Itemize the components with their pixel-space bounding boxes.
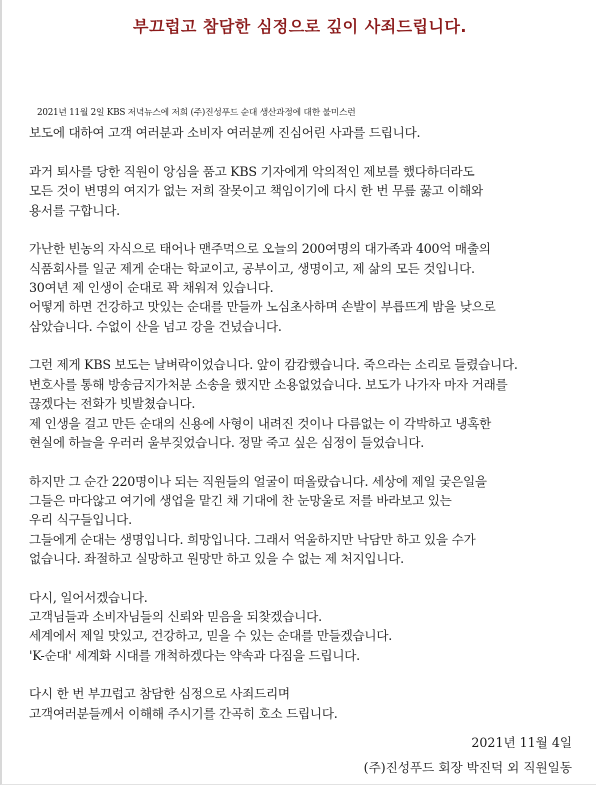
paragraph-line: 하지만 그 순간 220명이나 되는 직원들의 얼굴이 떠올랐습니다. 세상에 제일 궂은일을	[29, 473, 487, 489]
paragraph-line: 변호사를 통해 방송금지가처분 소송을 했지만 소용없었습니다. 보도가 나가자 마자 거래를	[29, 376, 508, 392]
paragraph-line: 세계에서 제일 맛있고, 건강하고, 믿을 수 있는 순대를 만들겠습니다.	[29, 628, 393, 644]
paragraph-line: 과거 퇴사를 당한 직원이 앙심을 품고 KBS 기자에게 악의적인 제보를 했다하더라도	[29, 164, 475, 180]
paragraph-line: 고객님들과 소비자님들의 신뢰와 믿음을 되찾겠습니다.	[29, 608, 322, 624]
letter-signature: (주)진성푸드 회장 박진덕 외 직원일동	[363, 760, 572, 775]
paragraph-kbs-report	[29, 355, 589, 452]
paragraph-line: 끊겠다는 전화가 빗발쳤습니다.	[29, 396, 196, 412]
paragraph-line: 식품회사를 일군 제게 순대는 학교이고, 공부이고, 생명이고, 제 삶의 모든 것입니다.	[29, 260, 475, 276]
paragraph-life-story	[29, 239, 589, 336]
paragraph-line: 어떻게 하면 건강하고 맛있는 순대를 만들까 노심초사하며 손발이 부릅뜨게 밤을 낮으로	[29, 299, 496, 315]
paragraph-line: 보도에 대하여 고객 여러분과 소비자 여러분께 진심어린 사과를 드립니다.	[29, 125, 421, 141]
paragraph-line: 제 인생을 걸고 만든 순대의 신용에 사형이 내려진 것이나 다름없는 이 각박하고 냉혹한	[29, 415, 492, 431]
letter-date: 2021년 11월 4일	[471, 735, 572, 750]
paragraph-former-employee	[29, 162, 589, 220]
paragraph-line: 그들에게 순대는 생명입니다. 희망입니다. 그래서 억울하지만 낙담만 하고 있을 수가	[29, 531, 476, 547]
paragraph-line: 다시 한 번 부끄럽고 참담한 심정으로 사죄드리며	[29, 686, 290, 702]
paragraph-line: 고객여러분들께서 이해해 주시기를 간곡히 호소 드립니다.	[29, 705, 338, 721]
paragraph-line: 우리 식구들입니다.	[29, 512, 132, 528]
paragraph-line: 가난한 빈농의 자식으로 태어나 맨주먹으로 오늘의 200여명의 대가족과 400억 매출의	[29, 241, 491, 257]
paragraph-line: 'K-순대' 세계화 시대를 개척하겠다는 약속과 다짐을 드립니다.	[29, 647, 360, 663]
paragraph-line: 용서를 구합니다.	[29, 202, 120, 218]
letter-body	[29, 104, 589, 742]
paragraph-intro	[29, 104, 589, 143]
paragraph-pledge	[29, 588, 589, 665]
paragraph-line: 30여년 제 인생이 순대로 꽉 채워져 있습니다.	[29, 280, 274, 296]
paragraph-line: 그런 제게 KBS 보도는 날벼락이었습니다. 앞이 캄캄했습니다. 죽으라는 소리로 들렸습니다.	[29, 357, 518, 373]
paragraph-line: 그들은 마다않고 여기에 생업을 맡긴 채 기대에 찬 눈망울로 저를 바라보고 있는	[29, 492, 452, 508]
paragraph-closing-appeal	[29, 684, 589, 723]
paragraph-line: 2021년 11월 2일 KBS 저녁뉴스에 저희 (주)진성푸드 순대 생산과정에 대한 불미스런	[37, 108, 356, 118]
paragraph-line: 다시, 일어서겠습니다.	[29, 589, 148, 605]
paragraph-line: 삼았습니다. 수없이 산을 넘고 강을 건넜습니다.	[29, 318, 282, 334]
paragraph-line: 모든 것이 변명의 여지가 없는 저희 잘못이고 책임이기에 다시 한 번 무릎 꿇고 이해와	[29, 183, 483, 199]
paragraph-line: 현실에 하늘을 우러러 울부짖었습니다. 정말 죽고 싶은 심정이 들었습니다.	[29, 434, 424, 450]
paragraph-employees	[29, 472, 589, 569]
apology-title: 부끄럽고 참담한 심정으로 깊이 사죄드립니다.	[132, 17, 468, 36]
paragraph-line: 없습니다. 좌절하고 실망하고 원망만 하고 있을 수 없는 제 처지입니다.	[29, 550, 404, 566]
